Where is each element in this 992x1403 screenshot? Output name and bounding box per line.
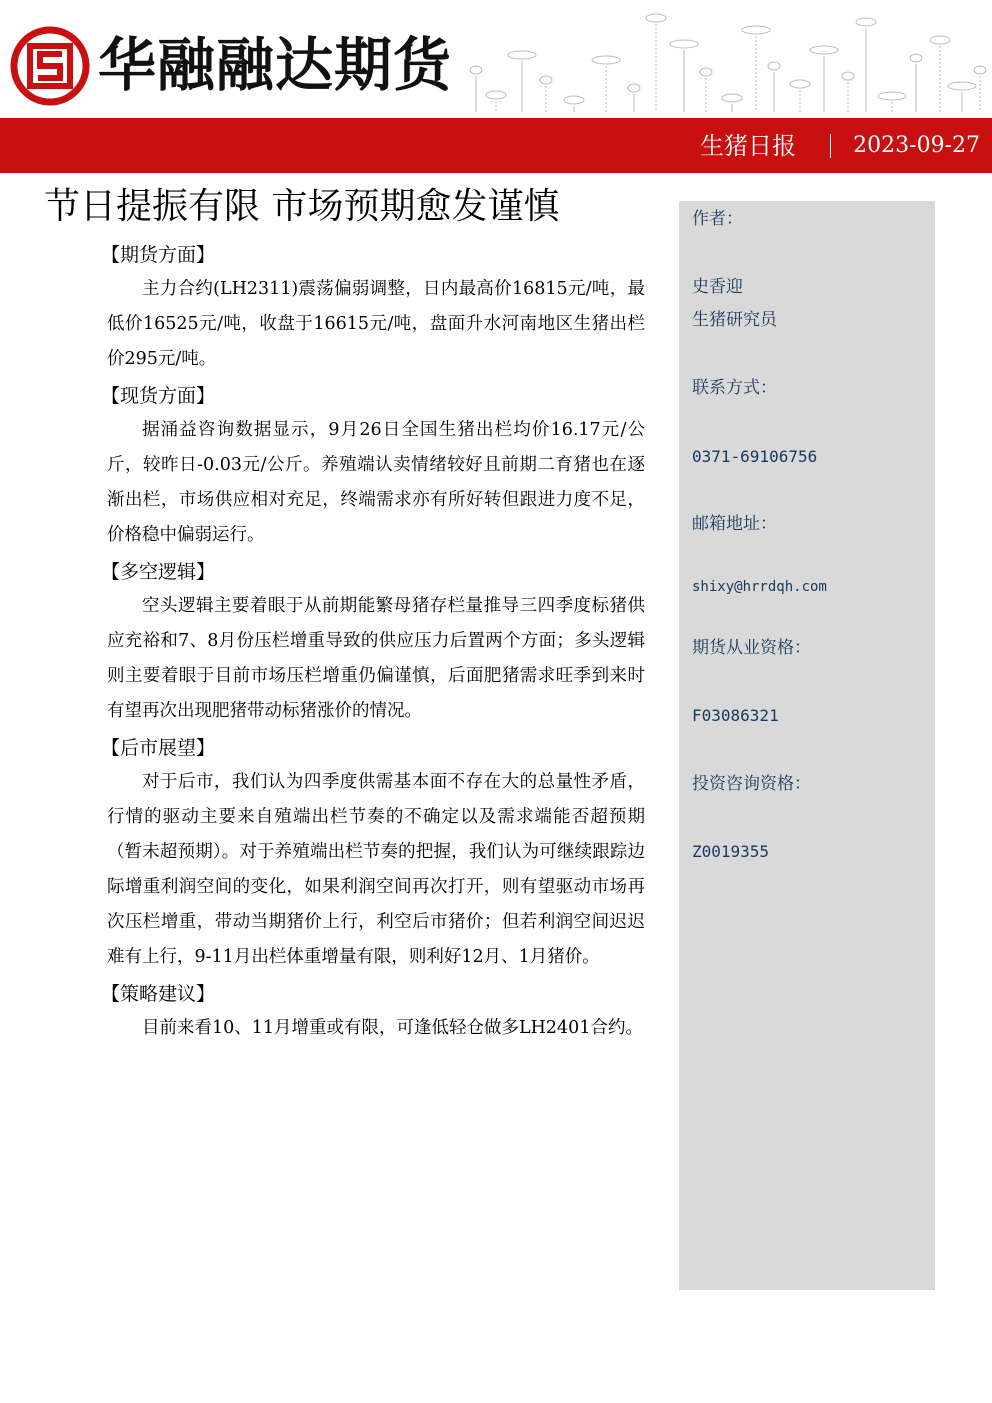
- section-heading: 【策略建议】: [101, 983, 216, 1005]
- decorative-lines-graphic: [456, 0, 992, 118]
- email-label: 邮箱地址：: [692, 514, 777, 534]
- futures-qualification-label: 期货从业资格：: [692, 638, 811, 658]
- section-heading: 【现货方面】: [101, 385, 216, 407]
- section-futures: [101, 238, 645, 377]
- section-paragraph: 空头逻辑主要着眼于从前期能繁母猪存栏量推导三四季度标猪供应充裕和7、8月份压栏增重导致的供应压力后置两个方面；多头逻辑则主要着眼于目前市场压栏增重仍偏谨慎，后面肥猪需求旺季到来时有望再次出现肥猪带动标猪涨价的情况。: [107, 596, 645, 721]
- header-separator: [830, 134, 831, 158]
- report-title: 节日提振有限 市场预期愈发谨慎: [44, 186, 560, 227]
- report-date: 2023-09-27: [853, 133, 980, 158]
- phone-number: 0371-69106756: [692, 447, 818, 466]
- report-type: 生猪日报: [700, 132, 796, 160]
- header-band: [0, 118, 992, 173]
- section-paragraph: 对于后市，我们认为四季度供需基本面不存在大的总量性矛盾，行情的驱动主要来自殖端出栏节奏的不确定以及需求端能否超预期（暂未超预期）。对于养殖端出栏节奏的把握，我们认为可继续跟踪边际增重利润空间的变化，如果利润空间再次打开，则有望驱动市场再次压栏增重，带动当期猪价上行，利空后市猪价；但若利润空间迟迟难有上行，9-11月出栏体重增量有限，则利好12月、1月猪价。: [107, 772, 645, 967]
- section-outlook: [101, 731, 645, 975]
- section-spot: [101, 379, 645, 553]
- page-header: [0, 0, 992, 118]
- company-logo-icon: [10, 26, 90, 106]
- report-body: [101, 238, 645, 1048]
- investment-qualification-number: Z0019355: [692, 842, 770, 861]
- section-logic: [101, 555, 645, 729]
- section-paragraph: 据涌益咨询数据显示，9月26日全国生猪出栏均价16.17元/公斤，较昨日-0.03元/公斤。养殖端认卖情绪较好且前期二育猪也在逐渐出栏，市场供应相对充足，终端需求亦有所好转但跟进力度不足，价格稳中偏弱运行。: [107, 420, 645, 545]
- author-sidebar: [679, 201, 935, 1290]
- section-heading: 【后市展望】: [101, 737, 216, 759]
- section-paragraph: 目前来看10、11月增重或有限，可逢低轻仓做多LH2401合约。: [142, 1018, 643, 1038]
- author-label: 作者：: [692, 209, 743, 229]
- investment-qualification-label: 投资咨询资格：: [692, 774, 811, 794]
- section-strategy: [101, 977, 645, 1046]
- author-role: 生猪研究员: [692, 310, 777, 330]
- email-address[interactable]: shixy@hrrdqh.com: [692, 579, 827, 595]
- section-paragraph: 主力合约(LH2311)震荡偏弱调整，日内最高价16815元/吨，最低价16525元/吨，收盘于16615元/吨，盘面升水河南地区生猪出栏价295元/吨。: [107, 279, 645, 369]
- contact-label: 联系方式：: [692, 378, 777, 398]
- section-heading: 【多空逻辑】: [101, 561, 216, 583]
- author-name: 史香迎: [692, 277, 743, 297]
- section-heading: 【期货方面】: [101, 244, 216, 266]
- futures-qualification-number: F03086321: [692, 706, 779, 725]
- company-name: 华融融达期货: [98, 31, 453, 99]
